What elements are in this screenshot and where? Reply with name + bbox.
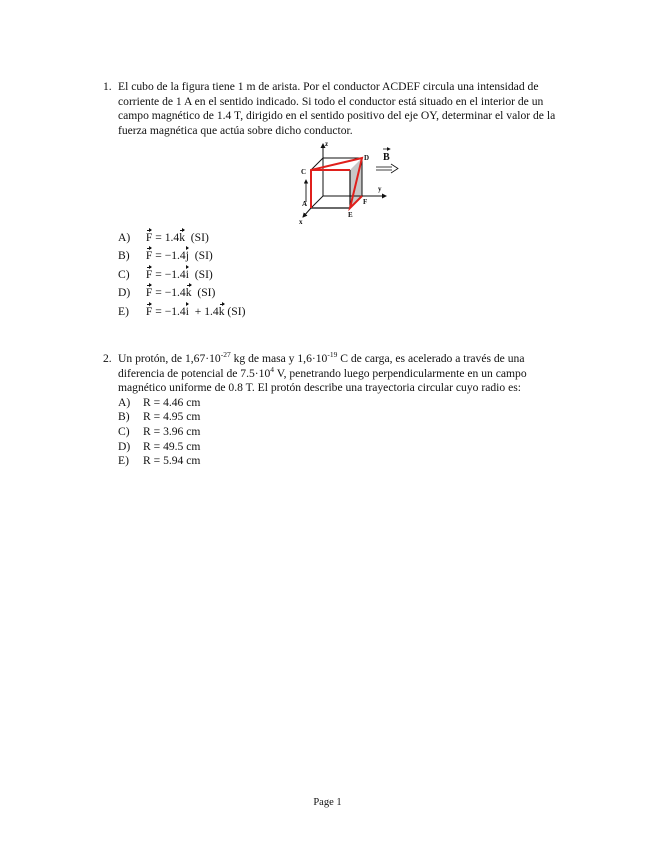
label-D: D [364,154,370,162]
option-letter: B) [118,410,130,424]
question-2 [103,352,573,469]
option [118,305,245,323]
option-value: = −1.4 [152,286,186,300]
label-E: E [348,211,353,219]
label-z: z [325,140,329,148]
force-vector: F [145,231,153,244]
option-unit: (SI) [224,304,246,318]
question-text [118,352,573,396]
page-footer: Page 1 [313,797,342,808]
force-vector: F [145,286,153,300]
option [118,231,245,249]
option-value: = −1.4 [152,249,186,263]
label-C: C [301,168,307,176]
option-text: R = 3.96 cm [143,424,201,438]
unit-vector: i [185,304,189,318]
option-value: = −1.4 [152,267,186,281]
option [118,268,245,286]
option-text: R = 4.95 cm [143,410,201,424]
option-value-2: + 1.4 [188,304,219,318]
option-letter: D) [118,439,131,453]
option-value: = 1.4 [152,231,180,244]
option [118,454,573,469]
option-unit: (SI) [188,267,213,281]
option-letter: D) [118,286,131,300]
unit-vector: j [185,249,189,263]
question-1-options [118,231,245,323]
exponent: -27 [220,350,231,359]
unit-vector: i [185,267,189,281]
label-A: A [302,200,308,208]
question-number: 2. [103,352,112,365]
unit-vector: k [185,286,192,300]
cube-figure [294,140,404,228]
b-field-arrow [376,164,398,173]
label-x: x [299,218,303,226]
option [118,425,573,440]
exponent: 4 [270,364,275,374]
option-letter: A) [118,395,131,409]
option-text: R = 4.46 cm [143,395,201,409]
text-segment: Un protón, de 1,67·10 [118,352,221,365]
label-B: B [383,152,390,163]
option [118,410,573,425]
question-text: El cubo de la figura tiene 1 m de arista. Por el conductor ACDEF circula una intensidad de corriente de 1 A en el sentido indicado. Si todo el conductor está situado en el interior de un campo magnético de 1.4 T, dirigido en el sentido positivo del eje OY, determinar el valor de la fuerza magnética que actúa sobre dicho conductor. [118,80,556,137]
question-number: 1. [103,80,112,93]
option-text: R = 5.94 cm [143,454,201,468]
option-letter: C) [118,267,130,281]
unit-vector: k [179,231,185,244]
text-segment: kg de masa y 1,6·10 [230,352,328,365]
force-vector: F [145,249,153,263]
option-letter: B) [118,249,130,263]
question-1 [103,80,573,138]
question-2-options [118,396,573,469]
option [118,286,245,304]
option-unit: (SI) [191,286,216,300]
option-unit: (SI) [184,231,209,244]
force-vector: F [145,304,153,318]
cube-edge [311,196,323,208]
unit-vector: k [218,304,225,318]
axis-x [303,208,311,217]
option-letter: C) [118,424,130,438]
option-letter: E) [118,454,129,468]
option-text: R = 49.5 cm [143,439,201,453]
option [118,396,573,411]
option-unit: (SI) [188,249,213,263]
label-F: F [363,198,368,206]
label-y: y [378,185,382,193]
option-letter: A) [118,231,131,244]
option-value: = −1.4 [152,304,186,318]
force-vector: F [145,267,153,281]
option [118,440,573,455]
exponent: -19 [327,350,338,359]
option-letter: E) [118,304,129,318]
option [118,249,245,267]
text-segment: V, penetrando luego perpendicularmente en un campo magnético uniforme de 0.8 T. El protón describe una trayectoria circular cuyo radio es: [118,366,527,395]
text-segment: C de carga, es acelerado a través de una diferencia de potencial de 7.5·10 [118,352,525,380]
